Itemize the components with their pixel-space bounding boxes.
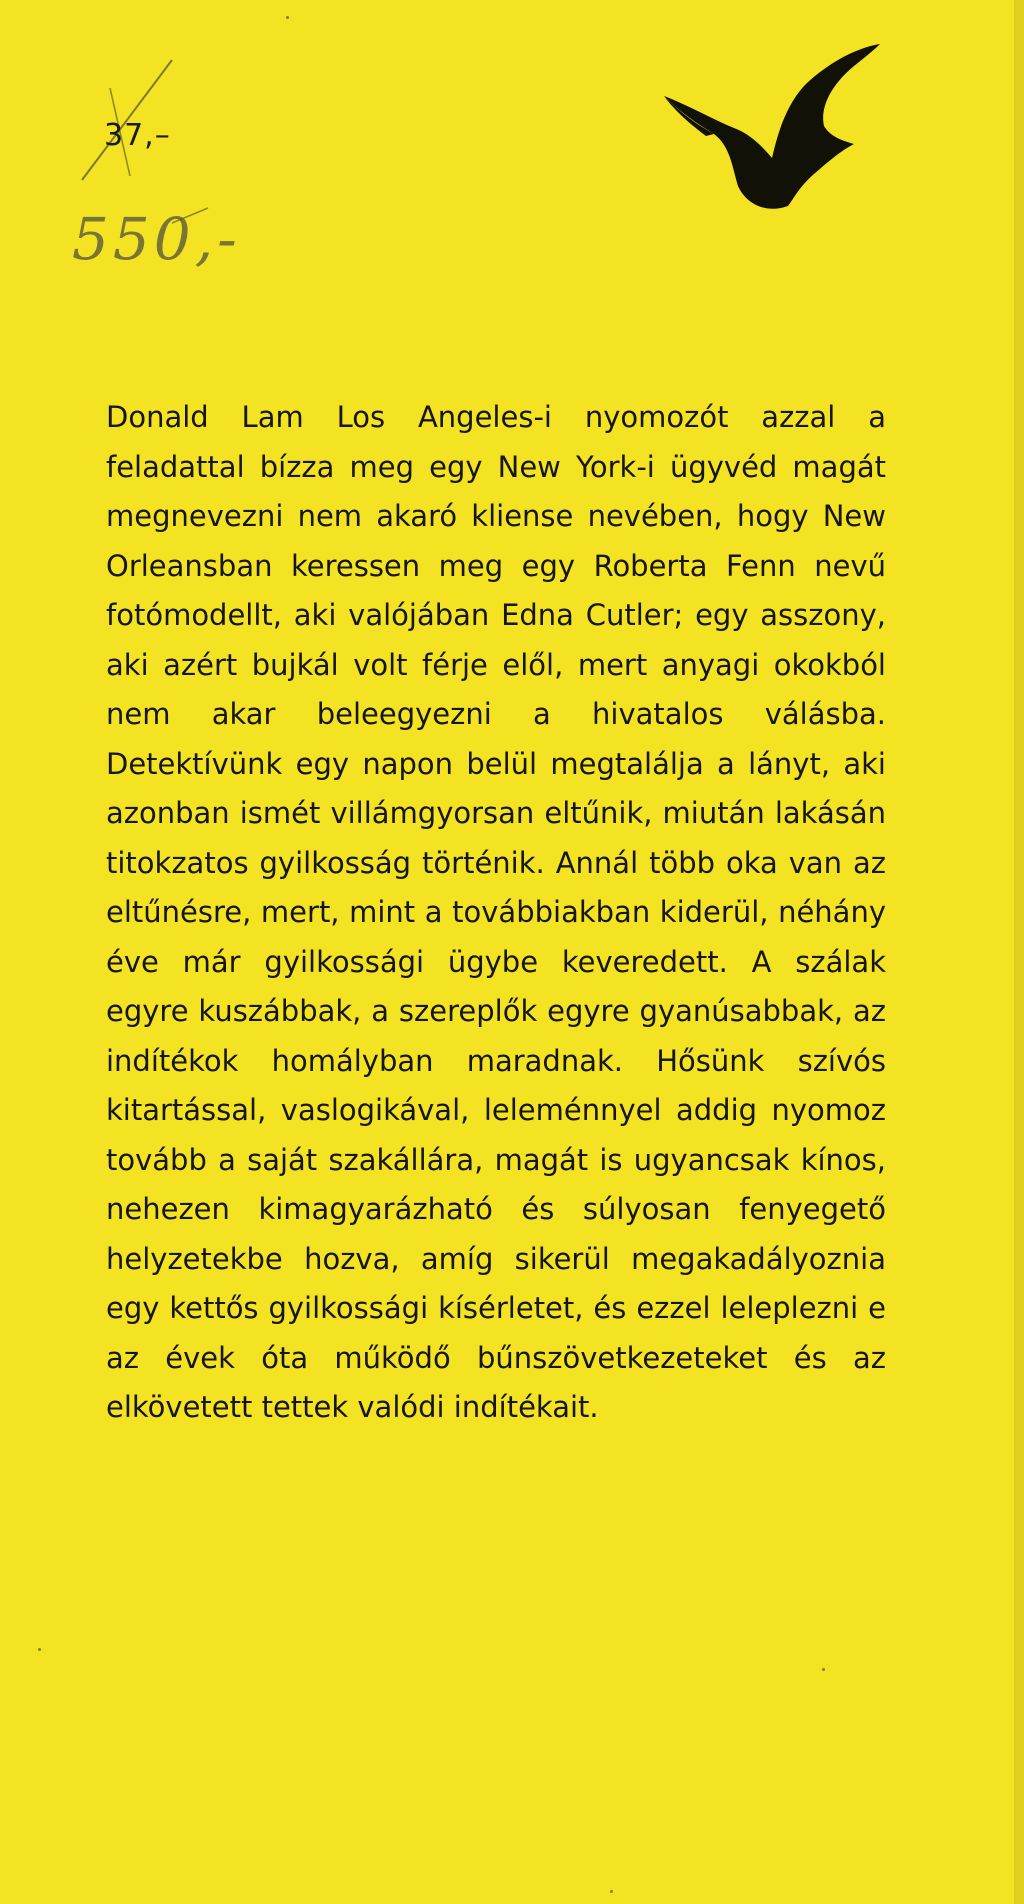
paper-speck: [822, 1668, 825, 1671]
swallow-bird-icon: [654, 36, 886, 218]
handwritten-price: 550,-: [72, 205, 241, 273]
cover-edge-shadow: [1014, 0, 1024, 1904]
blurb-text: Donald Lam Los Angeles-i nyomozót azzal a feladattal bízza meg egy New York-i ügyvéd magát megnevezni nem akaró kliense nevében, hogy New Orleansban keressen meg egy Roberta Fenn nevű fotómodellt, aki valójában Edna Cutler; egy asszony, aki azért bujkál volt férje elől, mert anyagi okokból nem akar beleegyezni a hivatalos válásba. Detektívünk egy napon belül megtalálja a lányt, aki azonban ismét villámgyorsan eltűnik, miután lakásán titokzatos gyilkosság történik. Annál több oka van az eltűnésre, mert, mint a továbbiakban kiderül, néhány éve már gyilkossági ügybe keveredett. A szálak egyre kuszábbak, a szereplők egyre gyanúsabbak, az indítékok homályban maradnak. Hősünk szívós kitartással, vaslogikával, leleménnyel addig nyomoz tovább a saját szakállára, magát is ugyancsak kínos, nehezen kimagyarázható és súlyosan fenyegető helyzetekbe hozva, amíg sikerül megakadályoznia egy kettős gyilkossági kísérletet, és ezzel leleplezni e az évek óta működő bűnszövetkezeteket és az elkövetett tettek valódi indítékait.: [106, 400, 886, 1424]
paper-speck: [610, 1890, 613, 1893]
paper-speck: [38, 1648, 41, 1651]
paper-speck: [286, 16, 289, 19]
printed-price: 37,–: [104, 118, 171, 153]
